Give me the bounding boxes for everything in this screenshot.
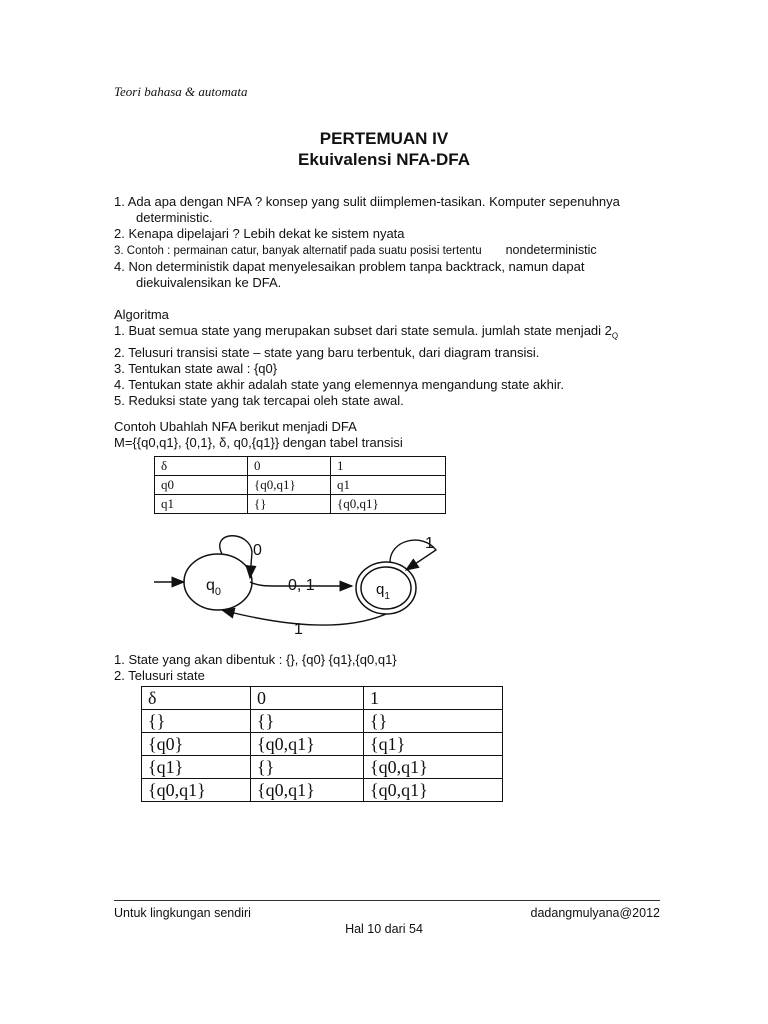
state-q1-inner-circle — [361, 567, 411, 609]
intro-item-4: 4. Non deterministik dapat menyelesaikan problem tanpa backtrack, namun dapat — [114, 259, 585, 274]
footer-left: Untuk lingkungan sendiri — [114, 906, 251, 920]
loop-q1-label: 1 — [425, 535, 434, 552]
page-footer — [114, 900, 660, 920]
state-q0-label: $q_0$ — [206, 577, 222, 598]
algorithm-step-1-sub: Q — [611, 331, 619, 341]
table-header-cell: 0 — [248, 457, 331, 476]
edge-q0-q1-label: 0, 1 — [288, 577, 315, 594]
table-header-row — [142, 687, 503, 710]
algorithm-section — [114, 307, 674, 409]
intro-item-1: 1. Ada apa dengan NFA ? konsep yang sulit diimplemen-tasikan. Komputer sepenuhnya — [114, 194, 620, 209]
state-q1-label: $q_1$ — [376, 581, 390, 602]
table-cell: q1 — [155, 495, 248, 514]
steps-line-1: 1. State yang akan dibentuk : {}, {q0} {q1},{q0,q1} — [114, 652, 397, 667]
table-cell: {q0,q1} — [251, 733, 364, 756]
table-cell: {} — [251, 710, 364, 733]
table-cell: {} — [251, 756, 364, 779]
algorithm-step-2: 2. Telusuri transisi state – state yang baru terbentuk, dari diagram transisi. — [114, 344, 540, 360]
loop-q0-label: 0 — [253, 542, 262, 559]
table-cell: {q1} — [142, 756, 251, 779]
table-row — [155, 495, 446, 514]
table-header-cell: δ — [142, 687, 251, 710]
intro-item-3-label: nondeterministic — [505, 243, 597, 257]
edge-q1-q0-label: 1 — [294, 621, 303, 638]
nfa-state-diagram — [140, 530, 460, 642]
running-header: Teori bahasa & automata — [114, 84, 248, 99]
footer-right: dadangmulyana@2012 — [530, 906, 660, 920]
table-row — [142, 733, 503, 756]
algorithm-step-1-text: 1. Buat semua state yang merupakan subset dari state semula. jumlah state menjadi 2 — [114, 323, 612, 338]
table-header-cell: 0 — [251, 687, 364, 710]
table-row — [142, 756, 503, 779]
table-cell: {q1} — [364, 733, 503, 756]
table-row — [155, 476, 446, 495]
example-section — [114, 419, 674, 451]
nfa-transition-table — [154, 456, 446, 514]
algorithm-step-4: 4. Tentukan state akhir adalah state yang elemennya mengandung state akhir. — [114, 376, 565, 392]
table-header-row — [155, 457, 446, 476]
table-cell: {} — [364, 710, 503, 733]
title-line-2: Ekuivalensi NFA-DFA — [298, 150, 470, 169]
steps-section — [114, 652, 674, 684]
algorithm-step-1 — [114, 323, 674, 345]
page-number: Hal 10 dari 54 — [345, 922, 423, 936]
state-q0-circle — [184, 554, 252, 610]
page-title — [0, 128, 768, 170]
table-cell: q0 — [155, 476, 248, 495]
table-cell: {q0,q1} — [248, 476, 331, 495]
title-line-1: PERTEMUAN IV — [319, 129, 449, 148]
intro-item-3 — [114, 242, 674, 259]
table-cell: {q0,q1} — [142, 779, 251, 802]
intro-item-4-cont: diekuivalensikan ke DFA. — [136, 275, 282, 290]
algorithm-heading: Algoritma — [114, 307, 169, 322]
table-cell: {} — [142, 710, 251, 733]
table-cell: {q0,q1} — [331, 495, 446, 514]
algorithm-step-3: 3. Tentukan state awal : {q0} — [114, 360, 278, 376]
intro-list — [114, 194, 674, 291]
table-cell: {q0,q1} — [251, 779, 364, 802]
table-cell: {q0,q1} — [364, 756, 503, 779]
dfa-transition-table — [141, 686, 503, 802]
table-header-cell: 1 — [331, 457, 446, 476]
table-header-cell: δ — [155, 457, 248, 476]
table-cell: {q0} — [142, 733, 251, 756]
table-cell: {} — [248, 495, 331, 514]
intro-item-1-cont: deterministic. — [136, 210, 213, 225]
steps-line-2: 2. Telusuri state — [114, 668, 205, 683]
algorithm-step-5: 5. Reduksi state yang tak tercapai oleh state awal. — [114, 392, 404, 408]
edge-q1-q0 — [222, 610, 386, 625]
table-cell: q1 — [331, 476, 446, 495]
table-row — [142, 779, 503, 802]
table-header-cell: 1 — [364, 687, 503, 710]
intro-item-2: 2. Kenapa dipelajari ? Lebih dekat ke sistem nyata — [114, 226, 405, 241]
loop-q0 — [220, 536, 252, 578]
intro-item-3-text: 3. Contoh : permainan catur, banyak alternatif pada suatu posisi tertentu — [114, 245, 482, 257]
example-line-2: M={{q0,q1}, {0,1}, δ, q0,{q1}} dengan tabel transisi — [114, 435, 403, 450]
example-line-1: Contoh Ubahlah NFA berikut menjadi DFA — [114, 419, 357, 434]
table-cell: {q0,q1} — [364, 779, 503, 802]
table-row — [142, 710, 503, 733]
